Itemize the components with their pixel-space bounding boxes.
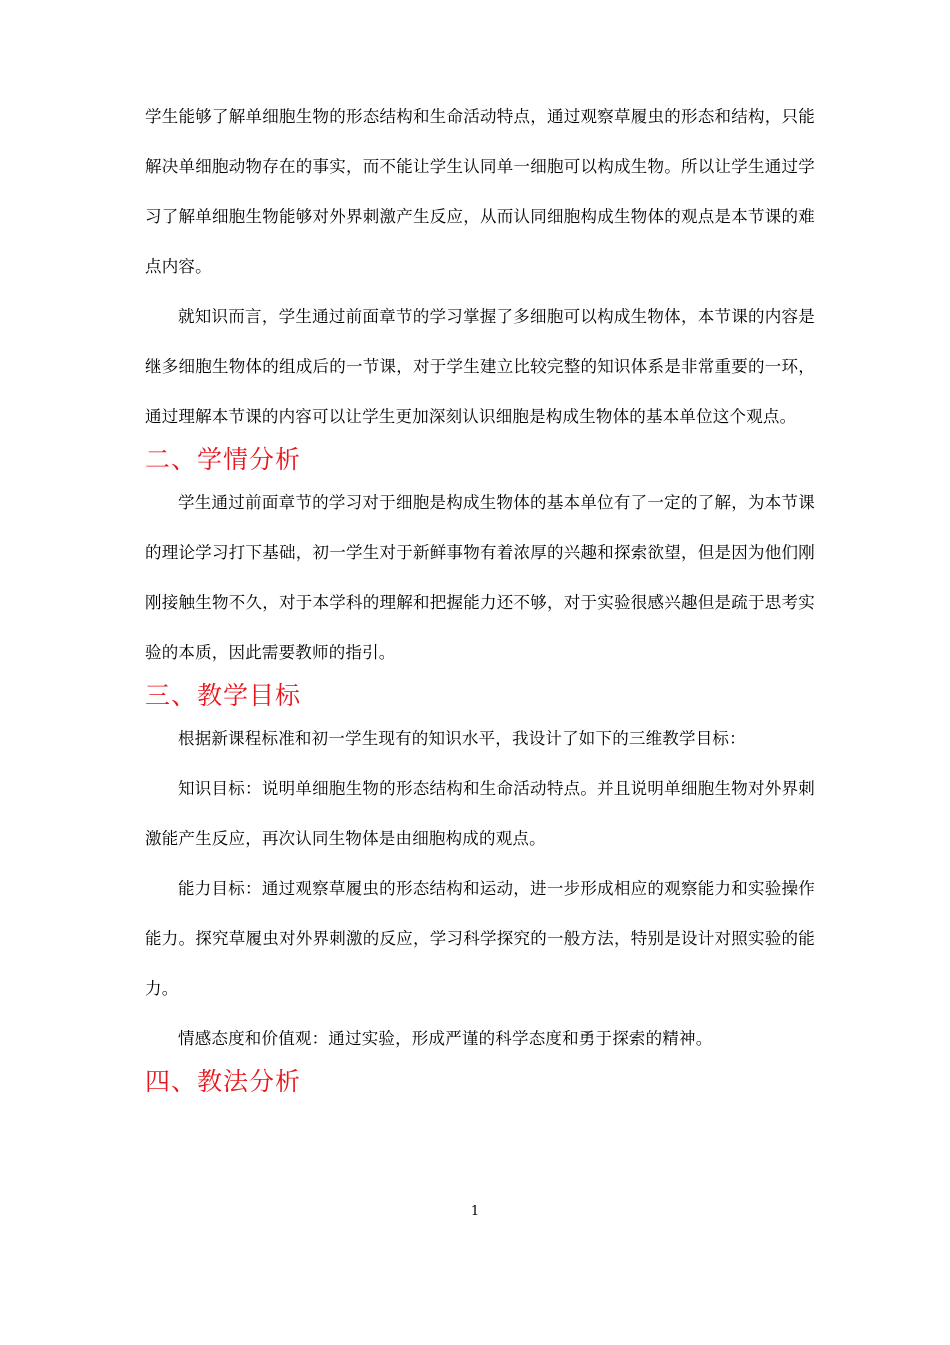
emotion-objective-paragraph: 情感态度和价值观：通过实验，形成严谨的科学态度和勇于探索的精神。 [178,1029,713,1048]
section-heading-teaching-objectives: 三、教学目标 [145,681,302,710]
knowledge-objective-paragraph: 知识目标：说明单细胞生物的形态结构和生命活动特点。并且说明单细胞生物对外界刺激能产生反应，再次认同生物体是由细胞构成的观点。 [145,779,815,848]
objectives-intro-paragraph: 根据新课程标准和初一学生现有的知识水平，我设计了如下的三维教学目标： [178,729,746,748]
section-heading-learner-analysis: 二、学情分析 [145,445,302,474]
learner-analysis-paragraph: 学生通过前面章节的学习对于细胞是构成生物体的基本单位有了一定的了解，为本节课的理论学习打下基础，初一学生对于新鲜事物有着浓厚的兴趣和探索欲望，但是因为他们刚刚接触生物不久，对于本学科的理解和把握能力还不够，对于实验很感兴趣但是疏于思考实验的本质，因此需要教师的指引。 [145,493,815,662]
intro-paragraph-1: 学生能够了解单细胞生物的形态结构和生命活动特点，通过观察草履虫的形态和结构，只能解决单细胞动物存在的事实，而不能让学生认同单一细胞可以构成生物。所以让学生通过学习了解单细胞生物能够对外界刺激产生反应，从而认同细胞构成生物体的观点是本节课的难点内容。 [145,107,815,276]
page-number: 1 [470,1204,480,1219]
intro-paragraph-2: 就知识而言，学生通过前面章节的学习掌握了多细胞可以构成生物体，本节课的内容是继多细胞生物体的组成后的一节课，对于学生建立比较完整的知识体系是非常重要的一环，通过理解本节课的内容可以让学生更加深刻认识细胞是构成生物体的基本单位这个观点。 [145,307,815,426]
section-heading-teaching-method-analysis: 四、教法分析 [145,1067,302,1096]
ability-objective-paragraph: 能力目标：通过观察草履虫的形态结构和运动，进一步形成相应的观察能力和实验操作能力。探究草履虫对外界刺激的反应，学习科学探究的一般方法，特别是设计对照实验的能力。 [145,879,815,998]
page-content [145,92,815,1100]
